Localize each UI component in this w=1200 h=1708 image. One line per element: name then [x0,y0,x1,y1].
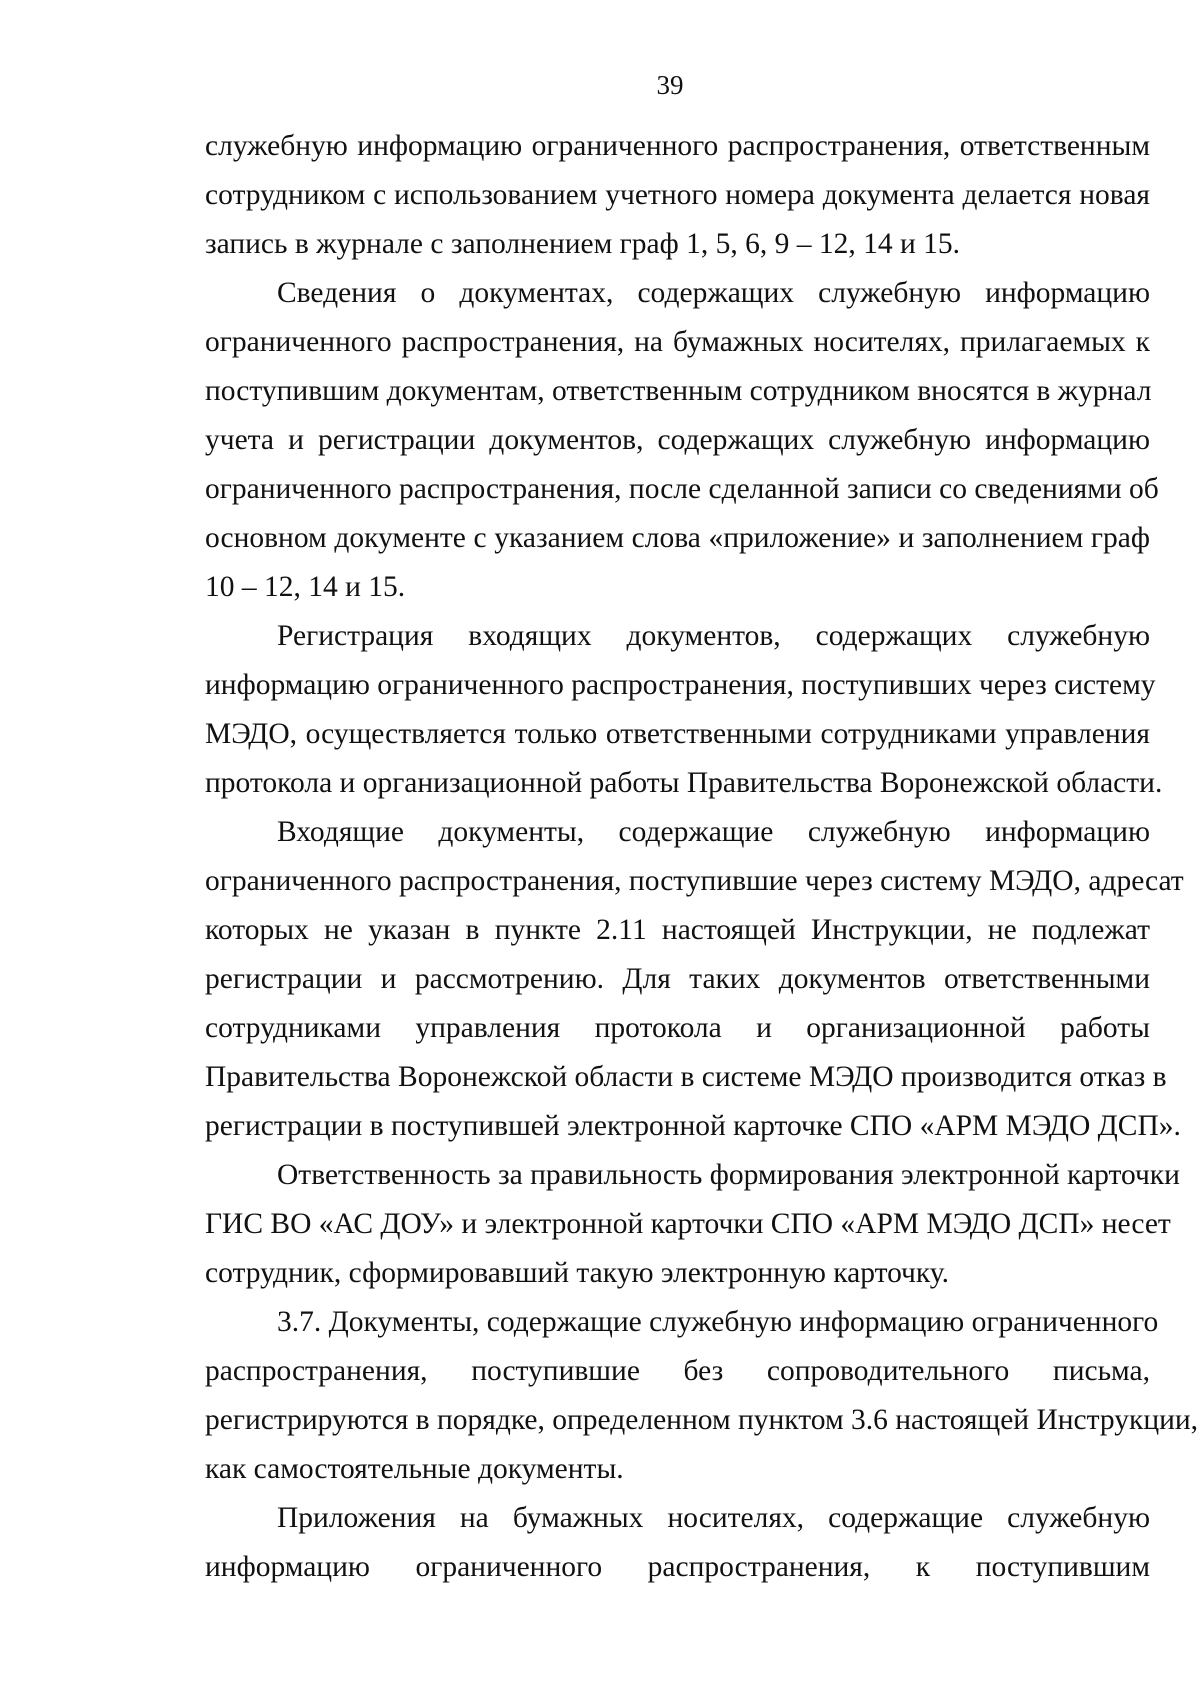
text-line: сотрудник, сформировавший такую электронную карточку. [205,1257,949,1289]
document-body [205,122,1199,1592]
text-line: регистрируются в порядке, определенном пунктом 3.6 настоящей Инструкции, [205,1404,1199,1436]
text-line: Регистрация входящих документов, содержащих служебную [277,620,1150,652]
paragraph [205,122,1150,269]
paragraph [205,1151,1180,1298]
paragraph [205,808,1184,1151]
text-line: ГИС ВО «АС ДОУ» и электронной карточки СПО «АРМ МЭДО ДСП» несет [205,1208,1171,1240]
text-line: Входящие документы, содержащие служебную информацию [277,816,1150,848]
paragraph [205,1494,1150,1592]
text-line: запись в журнале с заполнением граф 1, 5, 6, 9 – 12, 14 и 15. [205,228,961,260]
text-line: учета и регистрации документов, содержащих служебную информацию [205,424,1150,456]
text-line: Приложения на бумажных носителях, содержащие служебную [277,1502,1150,1534]
paragraph [205,612,1163,808]
text-line: сотрудниками управления протокола и организационной работы [205,1012,1150,1044]
text-line: 3.7. Документы, содержащие служебную информацию ограниченного [277,1306,1159,1338]
text-line: ограниченного распространения, на бумажных носителях, прилагаемых к [205,326,1150,358]
paragraph [205,269,1159,612]
text-line: регистрации и рассмотрению. Для таких документов ответственными [205,963,1150,995]
text-line: протокола и организационной работы Правительства Воронежской области. [205,767,1163,799]
text-line: ограниченного распространения, поступившие через систему МЭДО, адресат [205,865,1184,897]
text-line: информацию ограниченного распространения, к поступившим [205,1551,1150,1583]
text-line: 10 – 12, 14 и 15. [205,571,406,603]
text-line: информацию ограниченного распространения, поступивших через систему [205,669,1156,701]
text-line: Правительства Воронежской области в системе МЭДО производится отказ в [205,1061,1167,1093]
text-line: МЭДО, осуществляется только ответственными сотрудниками управления [205,718,1150,750]
page-number: 39 [656,70,684,100]
text-line: регистрации в поступившей электронной карточке СПО «АРМ МЭДО ДСП». [205,1110,1181,1142]
text-line: как самостоятельные документы. [205,1453,624,1485]
text-line: которых не указан в пункте 2.11 настоящей Инструкции, не подлежат [205,914,1150,946]
text-line: ограниченного распространения, после сделанной записи со сведениями об [205,473,1159,505]
text-line: служебную информацию ограниченного распространения, ответственным [205,130,1150,162]
text-line: Сведения о документах, содержащих служебную информацию [277,277,1150,309]
paragraph [205,1298,1199,1494]
text-line: Ответственность за правильность формирования электронной карточки [277,1159,1180,1191]
text-line: основном документе с указанием слова «приложение» и заполнением граф [205,522,1150,554]
text-line: распространения, поступившие без сопроводительного письма, [205,1355,1150,1387]
text-line: сотрудником с использованием учетного номера документа делается новая [205,179,1150,211]
text-line: поступившим документам, ответственным сотрудником вносятся в журнал [205,375,1152,407]
